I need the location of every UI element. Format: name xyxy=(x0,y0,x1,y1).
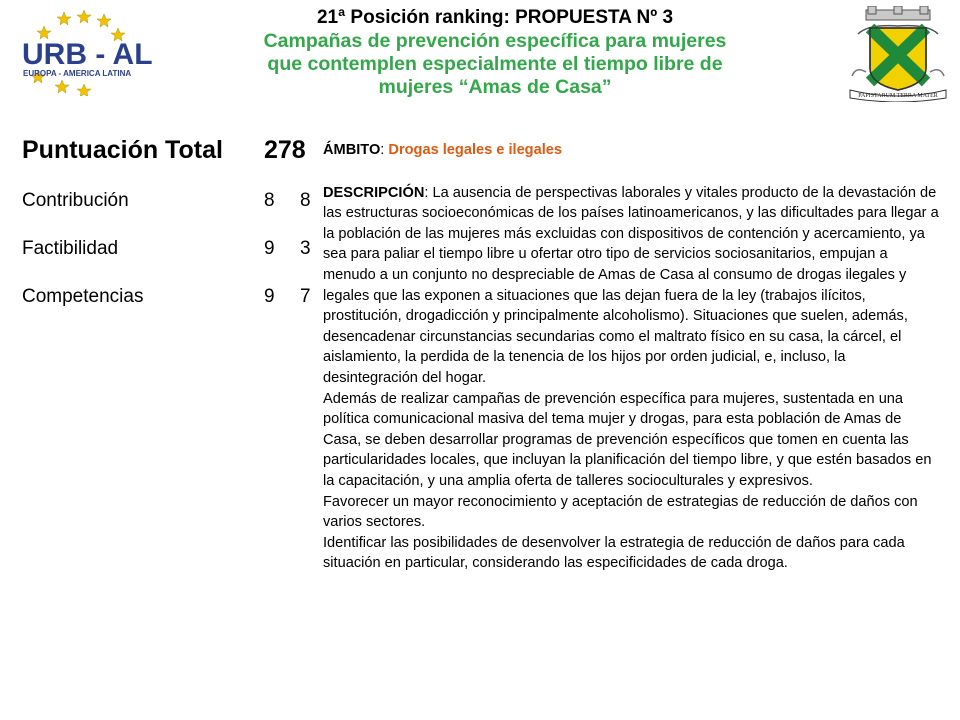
body-paragraph-3: Identificar las posibilidades de desenvolver la estrategia de reducción de daños para cada situación en particular, considerando las especificidades de cada droga. xyxy=(323,534,905,572)
urb-al-logo-graphic xyxy=(18,8,168,96)
score-value-1: 8 xyxy=(264,190,275,211)
municipal-crest xyxy=(848,6,948,102)
score-row-competencias xyxy=(22,286,322,334)
ambito-label: ÁMBITO xyxy=(323,142,381,158)
score-total-label: Puntuación Total xyxy=(22,136,223,164)
score-total-value: 278 xyxy=(264,136,306,164)
body-paragraph-2: Favorecer un mayor reconocimiento y aceptación de estrategias de reducción de daños con varios sectores. xyxy=(323,493,918,531)
score-label: Competencias xyxy=(22,286,144,307)
urb-al-logo xyxy=(18,8,168,96)
score-value-2: 8 xyxy=(300,190,311,211)
score-value-2: 7 xyxy=(300,286,311,307)
title-block xyxy=(200,6,790,99)
proposal-subtitle-line-1: Campañas de prevención específica para mujeres xyxy=(263,30,727,52)
crest-graphic xyxy=(848,6,948,102)
score-table xyxy=(22,136,322,334)
score-row-contribucion xyxy=(22,190,322,238)
ambito-line: ÁMBITO: Drogas legales e ilegales xyxy=(323,142,562,158)
descripcion-text: La ausencia de perspectivas laborales y vitales producto de la devastación de las estructuras socioeconómicas de los países latinoamericanos, y las dificultades para llegar a la población de las mujeres más excluidas con dispositivos de contención y acercamiento, ya sea para paliar el tiempo libre u ofertar otro tipo de servicios sociosanitarios, empujan a menudo a un conjunto no despreciable de Amas de Casa al consumo de drogas ilegales y legales que las exponen a situaciones que las dejan fuera de la ley (trabajos ilícitos, prostitución, drogadicción y principalmente alcoholismo). Situaciones que suelen, además, desencadenar circunstancias secundarias como el maltrato físico en su casa, la cárcel, el aislamiento, la perdida de la tenencia de los hijos por orden judicial, e, incluso, la desintegración del hogar. xyxy=(323,184,939,386)
ranking-title: 21ª Posición ranking: PROPUESTA Nº 3 xyxy=(316,7,674,28)
score-value-1: 9 xyxy=(264,286,275,307)
score-value-1: 9 xyxy=(264,238,275,259)
body-paragraph-1: Además de realizar campañas de prevención específica para mujeres, sustentada en una política comunicacional masiva del tema mujer y drogas, para esta población de Amas de Casa, se deben desarrollar programas de prevención específicos que tomen en cuenta las particularidades locales, que incluyan la planificación del tiempo libre, y que estén basados en la capacitación, y una amplia oferta de talleres socioculturales y expresivos. xyxy=(323,390,932,489)
ambito-value: Drogas legales e ilegales xyxy=(388,142,562,158)
descripcion-label: DESCRIPCIÓN xyxy=(323,184,425,201)
crest-motto: PAPISTARUM TERRA MATER xyxy=(858,93,938,99)
urb-al-logo-text: URB - AL xyxy=(22,38,153,71)
descripcion-paragraph: DESCRIPCIÓN: La ausencia de perspectivas laborales y vitales producto de la devastación de las estructuras socioeconómicas de los países latinoamericanos, y las dificultades para llegar a la población de las mujeres más excluidas con dispositivos de contención y acercamiento, ya sea para paliar el tiempo libre u ofertar otro tipo de servicios sociosanitarios, empujan a menudo a un conjunto no despreciable de Amas de Casa al consumo de drogas ilegales y legales que las exponen a situaciones que las dejan fuera de la ley (trabajos ilícitos, prostitución, drogadicción y principalmente alcoholismo). Situaciones que suelen, además, desencadenar circunstancias secundarias como el maltrato físico en su casa, la cárcel, el aislamiento, la perdida de la tenencia de los hijos por orden judicial, e, incluso, la desintegración del hogar. xyxy=(323,184,939,386)
score-label: Factibilidad xyxy=(22,238,119,259)
proposal-content xyxy=(323,140,943,574)
urb-al-logo-subtext: EUROPA - AMERICA LATINA xyxy=(23,69,132,78)
score-row-total xyxy=(22,136,322,190)
proposal-subtitle-line-2: que contemplen especialmente el tiempo libre de xyxy=(267,53,723,75)
score-row-factibilidad xyxy=(22,238,322,286)
proposal-subtitle-line-3: mujeres “Amas de Casa” xyxy=(378,76,612,98)
score-label: Contribución xyxy=(22,190,129,211)
score-value-2: 3 xyxy=(300,238,311,259)
